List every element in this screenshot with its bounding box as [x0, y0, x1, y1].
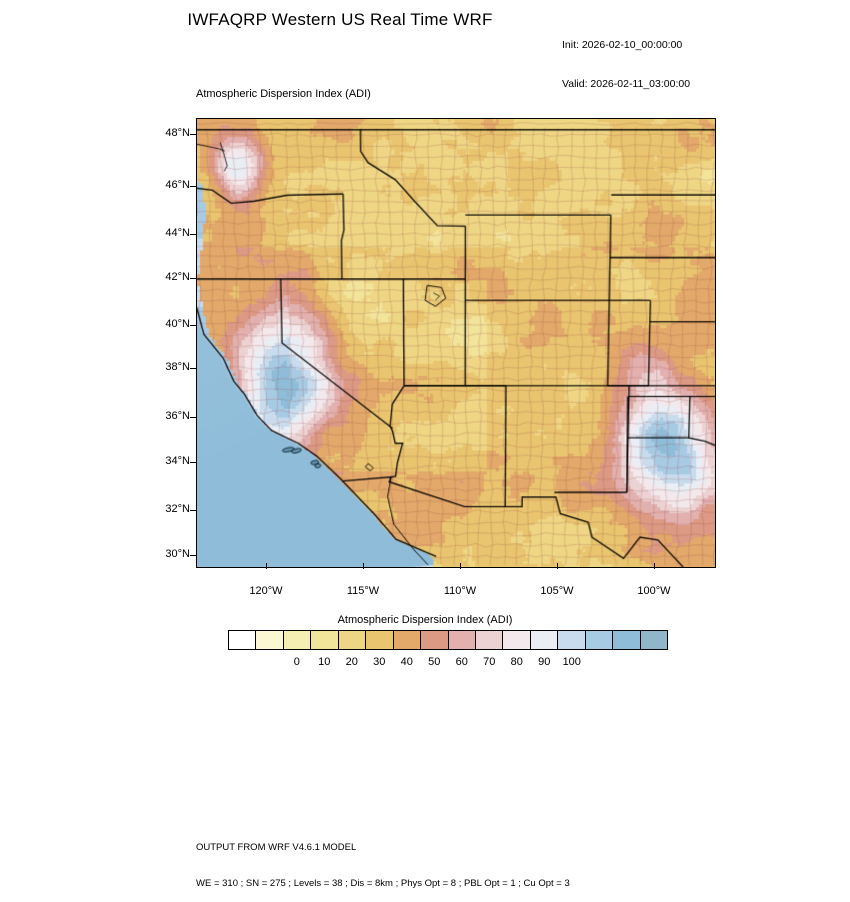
model-output-footer [196, 818, 570, 902]
colorbar-swatch [421, 631, 448, 649]
colorbar-swatch [449, 631, 476, 649]
colorbar-tick-label: 60 [455, 656, 468, 668]
y-axis-tick-label: 30°N [165, 548, 190, 560]
colorbar-swatch [229, 631, 256, 649]
y-axis-tick-mark [190, 134, 196, 135]
colorbar-tick-label: 90 [538, 656, 551, 668]
colorbar-tick-label: 70 [483, 656, 496, 668]
y-axis-tick-mark [190, 234, 196, 235]
colorbar-tick-label: 100 [562, 656, 581, 668]
y-axis-tick-label: 40°N [165, 318, 190, 330]
colorbar [228, 630, 668, 650]
x-axis-tick-mark [654, 563, 655, 569]
x-axis-tick-label: 120°W [249, 585, 283, 597]
x-axis-tick-mark [266, 563, 267, 569]
y-axis-tick-mark [190, 417, 196, 418]
y-axis-tick-mark [190, 510, 196, 511]
colorbar-swatch [339, 631, 366, 649]
colorbar-swatch [503, 631, 530, 649]
x-axis-tick-label: 100°W [637, 585, 671, 597]
colorbar-swatch [366, 631, 393, 649]
page-title: IWFAQRP Western US Real Time WRF [187, 10, 493, 29]
colorbar-swatch [531, 631, 558, 649]
y-axis-tick-mark [190, 278, 196, 279]
adi-heatmap-canvas [197, 119, 715, 567]
y-axis-tick-label: 48°N [165, 127, 190, 139]
colorbar-tick-label: 0 [293, 656, 300, 668]
colorbar-swatch [311, 631, 338, 649]
colorbar-tick-label: 80 [510, 656, 523, 668]
colorbar-swatch [641, 631, 667, 649]
colorbar-tick-label: 50 [428, 656, 441, 668]
footer-line-1: OUTPUT FROM WRF V4.6.1 MODEL [196, 842, 357, 853]
valid-time-label: Valid: 2026-02-11_03:00:00 [562, 78, 691, 90]
y-axis-tick-label: 38°N [165, 361, 190, 373]
colorbar-tick-label: 40 [400, 656, 413, 668]
y-axis-tick-label: 46°N [165, 179, 190, 191]
x-axis-tick-mark [363, 563, 364, 569]
y-axis-tick-label: 32°N [165, 503, 190, 515]
y-axis-tick-mark [190, 325, 196, 326]
colorbar-swatch [476, 631, 503, 649]
y-axis-tick-mark [190, 368, 196, 369]
map-plot-area [196, 118, 716, 568]
colorbar-swatch [586, 631, 613, 649]
colorbar-swatch [394, 631, 421, 649]
colorbar-title: Atmospheric Dispersion Index (ADI) [337, 614, 513, 626]
y-axis-tick-label: 34°N [165, 455, 190, 467]
colorbar-swatch [613, 631, 640, 649]
y-axis-tick-mark [190, 186, 196, 187]
y-axis-tick-label: 36°N [165, 410, 190, 422]
init-valid-block [562, 13, 690, 104]
colorbar-tick-labels [228, 656, 668, 672]
y-axis-tick-label: 44°N [165, 227, 190, 239]
colorbar-tick-label: 10 [318, 656, 331, 668]
y-axis-tick-label: 42°N [165, 271, 190, 283]
colorbar-tick-label: 30 [373, 656, 386, 668]
colorbar-swatch [284, 631, 311, 649]
colorbar-swatch [256, 631, 283, 649]
x-axis-tick-mark [460, 563, 461, 569]
colorbar-tick-label: 20 [345, 656, 358, 668]
x-axis-tick-label: 110°W [443, 585, 477, 597]
footer-line-2: WE = 310 ; SN = 275 ; Levels = 38 ; Dis = 8km ; Phys Opt = 8 ; PBL Opt = 1 ; Cu Opt = 3 [196, 878, 570, 889]
x-axis-tick-label: 115°W [346, 585, 380, 597]
y-axis-tick-mark [190, 462, 196, 463]
plot-title: Atmospheric Dispersion Index (ADI) [196, 88, 371, 100]
init-time-label: Init: 2026-02-10_00:00:00 [562, 39, 683, 51]
colorbar-swatch [558, 631, 585, 649]
y-axis-tick-mark [190, 555, 196, 556]
x-axis-tick-mark [557, 563, 558, 569]
x-axis-tick-label: 105°W [540, 585, 574, 597]
